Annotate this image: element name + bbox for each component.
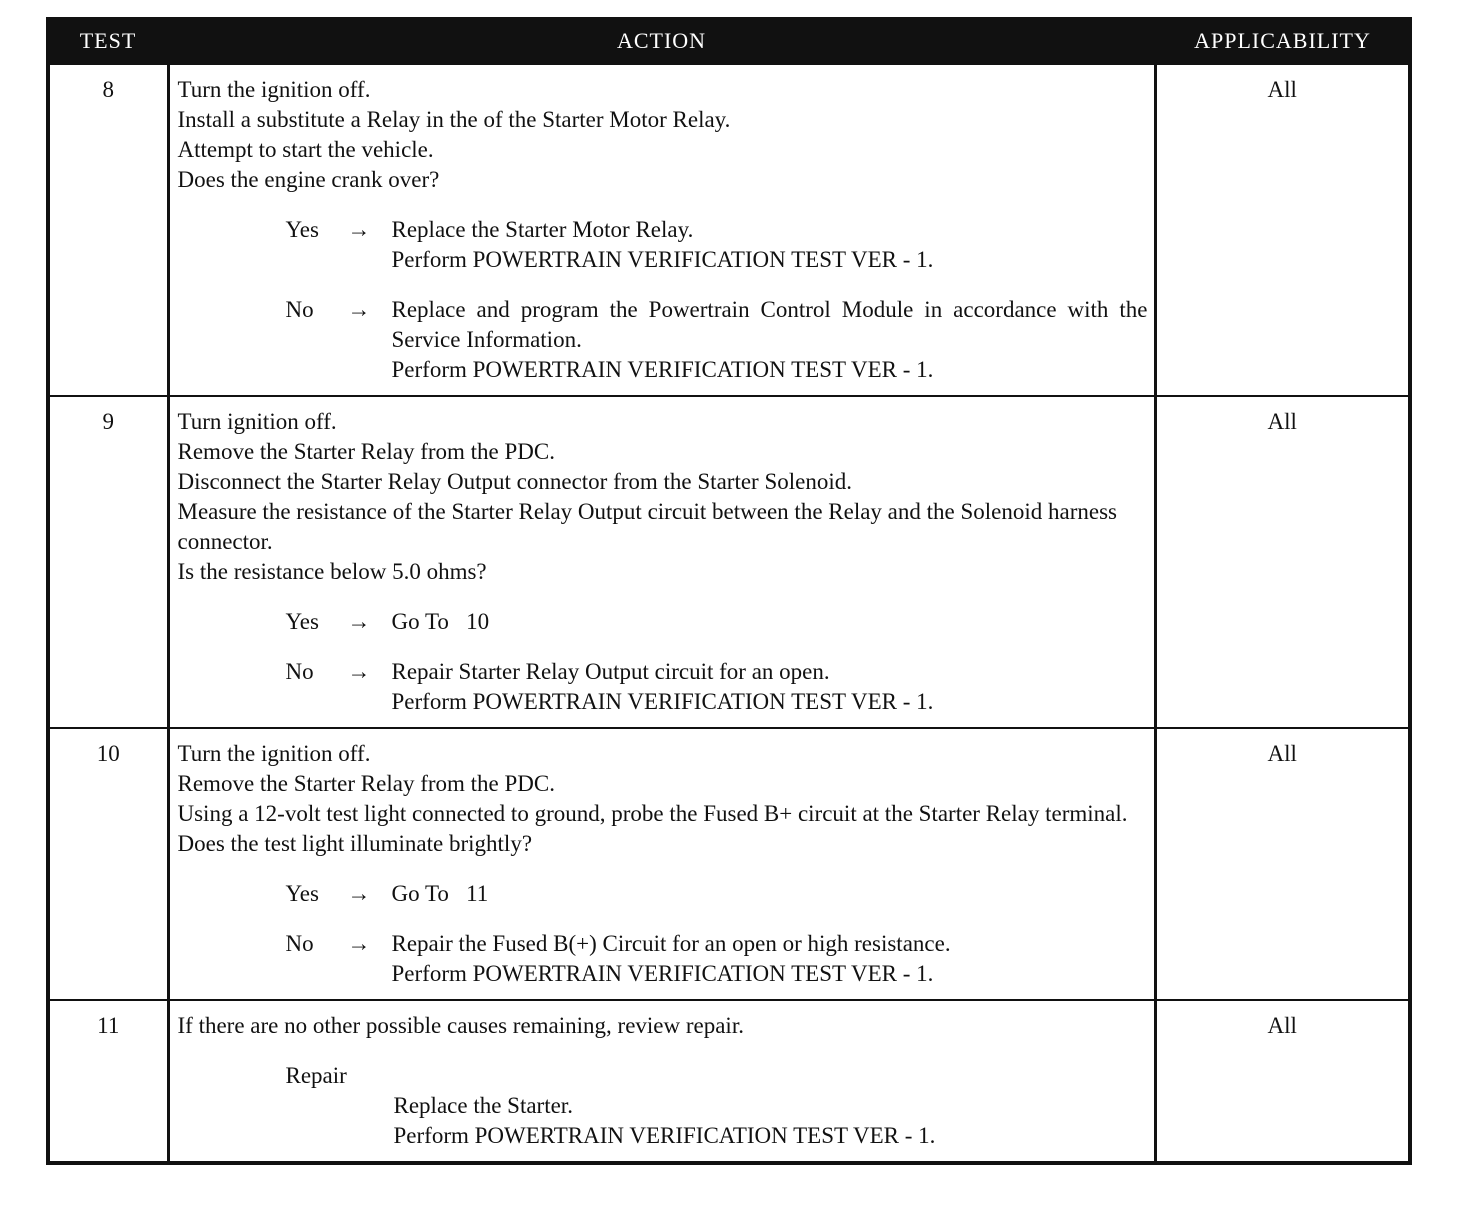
action-line: Measure the resistance of the Starter Relay Output circuit between the Relay and the Solenoid harness connector. bbox=[177, 499, 1117, 554]
no-label: No bbox=[285, 297, 314, 322]
branch-line: Repair the Fused B(+) Circuit for an open or high resistance. bbox=[391, 931, 951, 956]
branch-line: Replace and program the Powertrain Control Module in accordance with the Service Information. bbox=[391, 297, 1148, 352]
action-line: Disconnect the Starter Relay Output connector from the Starter Solenoid. bbox=[177, 469, 852, 494]
no-branch bbox=[178, 295, 1148, 385]
branch-line: Replace the Starter Motor Relay. bbox=[391, 217, 694, 242]
yes-branch bbox=[178, 215, 1148, 275]
right-arrow-icon: → bbox=[347, 217, 371, 242]
action-line: Attempt to start the vehicle. bbox=[177, 137, 434, 162]
action-line: Install a substitute a Relay in the of the Starter Motor Relay. bbox=[177, 107, 731, 132]
action-cell bbox=[168, 728, 1155, 1000]
test-number: 11 bbox=[48, 1000, 168, 1163]
header-applicability: APPLICABILITY bbox=[1155, 19, 1410, 63]
table-row bbox=[48, 1000, 1410, 1163]
branch-line: Perform POWERTRAIN VERIFICATION TEST VER - 1. bbox=[391, 357, 934, 382]
no-branch bbox=[178, 929, 1148, 989]
applicability-value: All bbox=[1155, 396, 1410, 728]
action-line: Turn the ignition off. bbox=[177, 741, 371, 766]
action-cell bbox=[168, 1000, 1155, 1163]
action-line: Turn ignition off. bbox=[177, 409, 337, 434]
action-line: Remove the Starter Relay from the PDC. bbox=[177, 771, 556, 796]
table-row bbox=[48, 396, 1410, 728]
yes-label: Yes bbox=[285, 881, 319, 906]
yes-label: Yes bbox=[285, 609, 319, 634]
diagnostic-test-table bbox=[46, 17, 1412, 1165]
action-line: Does the engine crank over? bbox=[177, 167, 440, 192]
table-header-row bbox=[48, 19, 1410, 63]
applicability-value: All bbox=[1155, 728, 1410, 1000]
test-number: 10 bbox=[48, 728, 168, 1000]
branch-line: Perform POWERTRAIN VERIFICATION TEST VER - 1. bbox=[391, 961, 934, 986]
test-number: 8 bbox=[48, 63, 168, 396]
action-cell bbox=[168, 396, 1155, 728]
header-action: ACTION bbox=[168, 19, 1155, 63]
branch-line: Repair Starter Relay Output circuit for an open. bbox=[391, 659, 830, 684]
applicability-value: All bbox=[1155, 63, 1410, 396]
right-arrow-icon: → bbox=[347, 659, 371, 684]
yes-label: Yes bbox=[285, 217, 319, 242]
repair-line: Perform POWERTRAIN VERIFICATION TEST VER - 1. bbox=[393, 1123, 936, 1148]
table-row bbox=[48, 63, 1410, 396]
right-arrow-icon: → bbox=[347, 297, 371, 322]
right-arrow-icon: → bbox=[347, 881, 371, 906]
no-label: No bbox=[285, 931, 314, 956]
branch-line: Perform POWERTRAIN VERIFICATION TEST VER - 1. bbox=[391, 247, 934, 272]
no-branch bbox=[178, 657, 1148, 717]
action-cell bbox=[168, 63, 1155, 396]
header-test: TEST bbox=[48, 19, 168, 63]
yes-branch bbox=[178, 607, 1148, 637]
action-line: Remove the Starter Relay from the PDC. bbox=[177, 439, 556, 464]
action-line: Does the test light illuminate brightly? bbox=[177, 831, 533, 856]
branch-line: Perform POWERTRAIN VERIFICATION TEST VER - 1. bbox=[391, 689, 934, 714]
repair-line: Replace the Starter. bbox=[393, 1093, 573, 1118]
right-arrow-icon: → bbox=[347, 609, 371, 634]
repair-label: Repair bbox=[285, 1063, 347, 1088]
right-arrow-icon: → bbox=[347, 931, 371, 956]
no-label: No bbox=[285, 659, 314, 684]
table-row bbox=[48, 728, 1410, 1000]
action-line: Turn the ignition off. bbox=[177, 77, 371, 102]
branch-line: Go To 11 bbox=[391, 881, 489, 906]
applicability-value: All bbox=[1155, 1000, 1410, 1163]
action-line: If there are no other possible causes remaining, review repair. bbox=[177, 1013, 744, 1038]
diagnostic-table-page bbox=[46, 17, 1408, 1165]
action-line: Is the resistance below 5.0 ohms? bbox=[177, 559, 487, 584]
yes-branch bbox=[178, 879, 1148, 909]
test-number: 9 bbox=[48, 396, 168, 728]
action-line: Using a 12-volt test light connected to ground, probe the Fused B+ circuit at the Starter Relay terminal. bbox=[177, 801, 1128, 826]
branch-line: Go To 10 bbox=[391, 609, 490, 634]
